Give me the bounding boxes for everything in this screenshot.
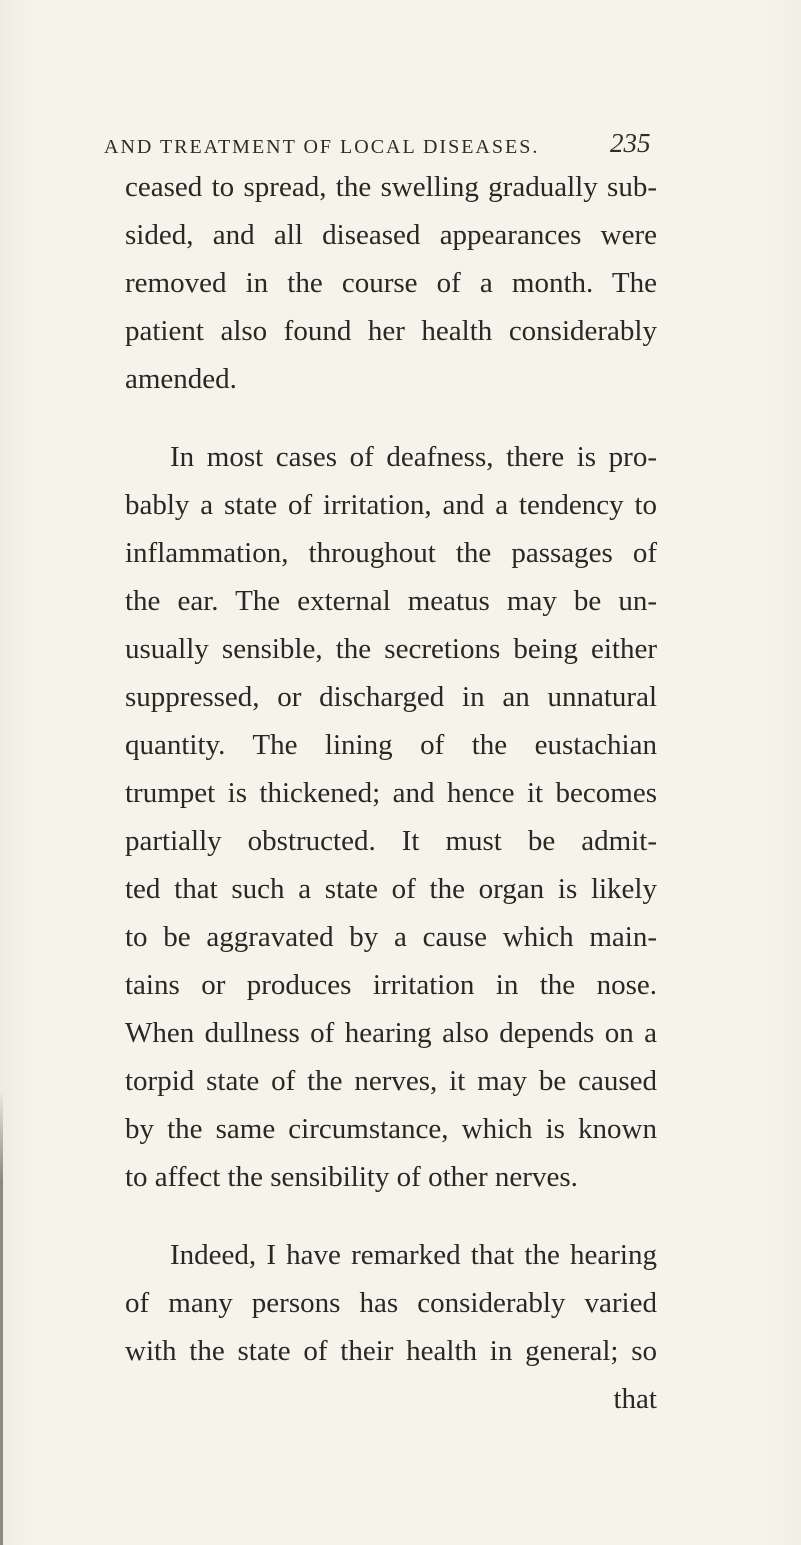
page-number: 235 [610,128,651,158]
running-head: AND TREATMENT OF LOCAL DISEASES. [104,136,540,158]
text-line: trumpet is thickened; and hence it becomes [125,777,657,809]
text-line: bably a state of irritation, and a tendency to [125,489,657,521]
text-line: by the same circumstance, which is known [125,1113,657,1145]
catchword: that [613,1383,657,1415]
text-line: ceased to spread, the swelling gradually sub- [125,171,657,203]
text-line: sided, and all diseased appearances were [125,219,657,251]
text-line: patient also found her health considerably [125,315,657,347]
text-line: ted that such a state of the organ is likely [125,873,657,905]
text-line: of many persons has considerably varied [125,1287,657,1319]
text-line: suppressed, or discharged in an unnatural [125,681,657,713]
text-line: the ear. The external meatus may be un- [125,585,657,617]
text-line: Indeed, I have remarked that the hearing [170,1239,657,1271]
text-line: When dullness of hearing also depends on a [125,1017,657,1049]
text-line: tains or produces irritation in the nose. [125,969,657,1001]
text-line: to affect the sensibility of other nerves. [125,1161,578,1193]
page-edge-shadow [0,1090,3,1545]
text-line: removed in the course of a month. The [125,267,657,299]
text-line: quantity. The lining of the eustachian [125,729,657,761]
text-line: with the state of their health in general; so [125,1335,657,1367]
text-line: amended. [125,363,237,395]
text-line: torpid state of the nerves, it may be caused [125,1065,657,1097]
text-line: inflammation, throughout the passages of [125,537,657,569]
text-line: partially obstructed. It must be admit- [125,825,657,857]
text-line: usually sensible, the secretions being either [125,633,657,665]
text-line: In most cases of deafness, there is pro- [170,441,657,473]
text-line: to be aggravated by a cause which main- [125,921,657,953]
